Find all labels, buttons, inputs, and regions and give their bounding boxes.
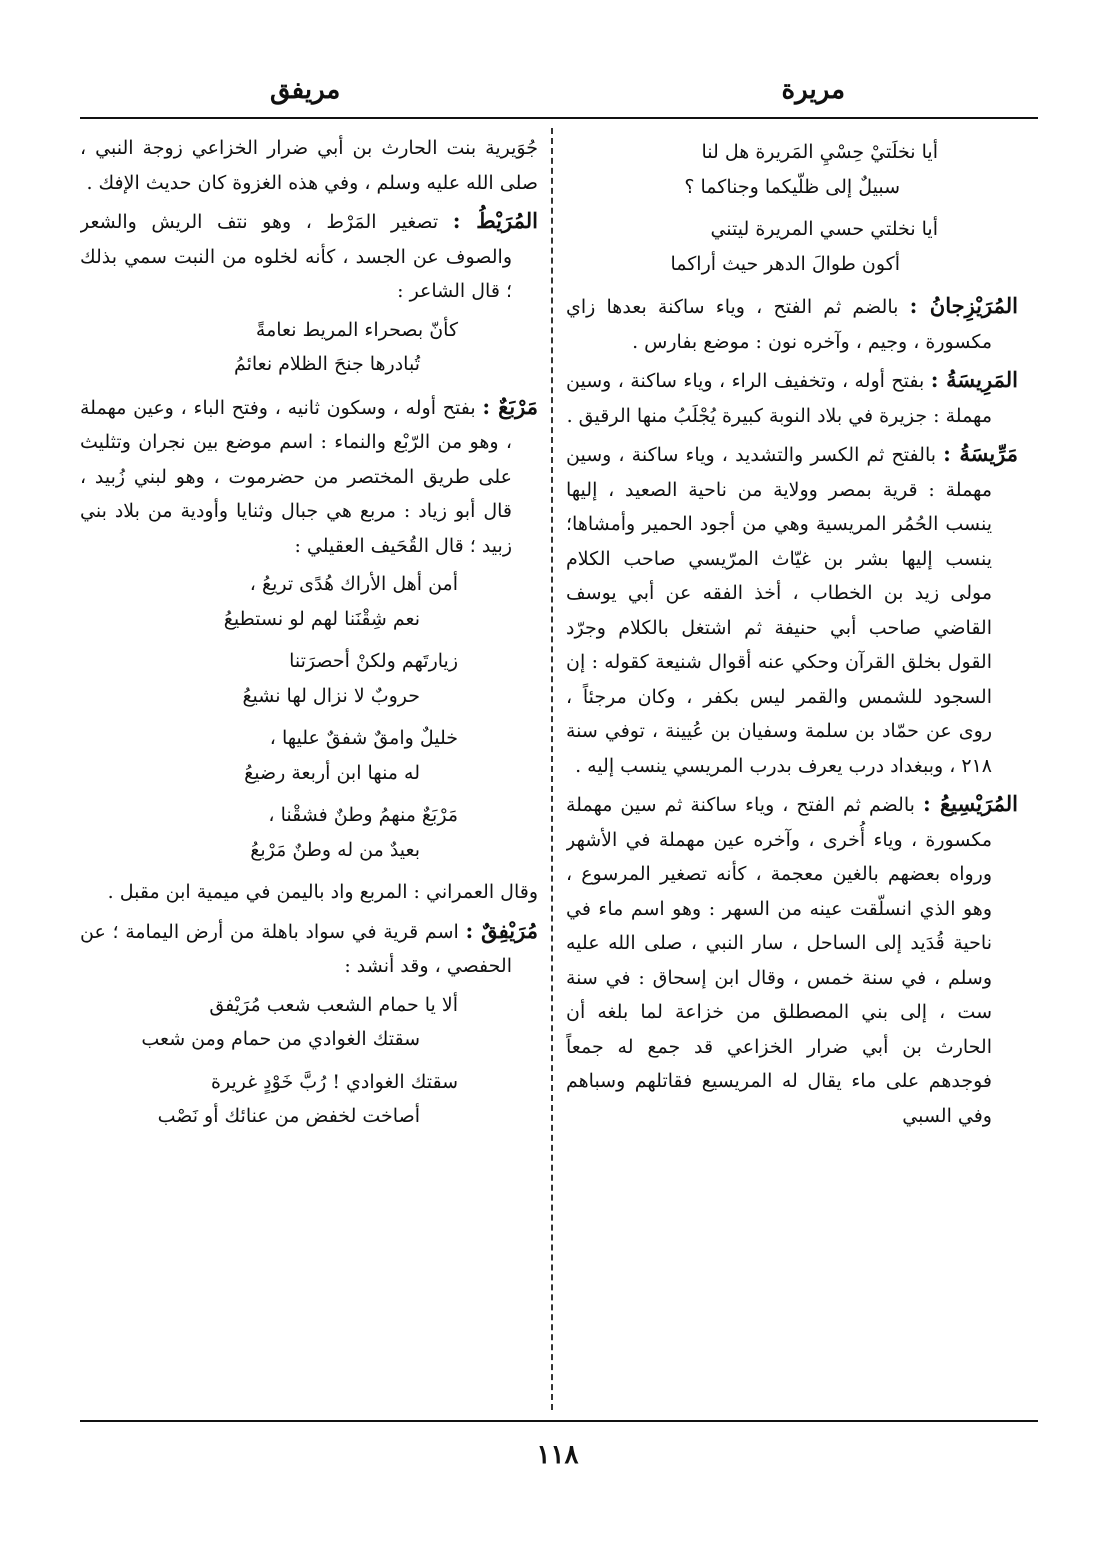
verse-line: له منها ابن أربعة رضيعُ (244, 761, 420, 784)
verse-line: أيا نخلَتيْ حِسْيِ المَريرة هل لنا (701, 141, 938, 163)
verse-line: حروبٌ لا نزال لها نشيعُ (242, 684, 420, 707)
entry-body: بالفتح ثم الكسر والتشديد ، وياء ساكنة ، وسين مهملة : قرية بمصر وولاية من ناحية الصعيد ، إليها ينسب الحُمُر المريسية وهي من أجود الحمير وأمشاها؛ ينسب إليها بشر بن غيّاث المرّيسي صاحب الكلام مولى زيد بن الخطاب ، أخذ الفقه عن أبي يوسف القاضي صاحب أبي حنيفة ثم اشتغل بالكلام وجرّد القول بخلق القرآن وحكي عنه أقوال شنيعة كقوله : إن السجود للشمس والقمر ليس بكفر ، وكان مرجئاً ، روى عن حمّاد بن سلمة وسفيان بن عُيينة ، توفي سنة ٢١٨ ، وببغداد درب يعرف بدرب المريسي ينسب إليه . (566, 444, 992, 777)
entry-body: تصغير المَرْط ، وهو نتف الريش والشعر والصوف عن الجسد ، كأنه لخلوه من النبت سمي بذلك ؛ قال الشاعر : (80, 211, 512, 302)
verse-block (80, 798, 538, 867)
entry-headword: مَرْبَعٌ : (482, 393, 538, 419)
verse-line: أيا نخلتي حسي المريرة ليتني (710, 218, 938, 240)
verse-line: مَرْبَعٌ منهمُ وطنٌ فشقْنا ، (268, 804, 458, 826)
verse-line: نعم شِقْنَنا لهم لو نستطيعُ (223, 607, 420, 630)
dictionary-entry (566, 787, 1018, 1133)
verse-line: أكون طوالَ الدهر حيث أراكما (670, 252, 900, 275)
dictionary-entry (566, 363, 1018, 433)
verse-block (566, 135, 1018, 204)
entry-continuation: جُوَيرية بنت الحارث بن أبي ضرار الخزاعي زوجة النبي ، صلى الله عليه وسلم ، وفي هذه الغزوة كان حديث الإفك . (80, 137, 538, 194)
entry-body: بفتح أوله ، وسكون ثانيه ، وفتح الباء ، وعين مهملة ، وهو من الرّبْع والنماء : اسم موضع بين نجران وتثليث على طريق المختصر من حضرموت ، وهو لبني زُبيد ، قال أبو زياد : مربع هي جبال وثنايا وأودية من بلاد بني زبيد ؛ قال القُحَيف العقيلي : (80, 396, 512, 557)
entry-body: بالضم ثم الفتح ، وياء ساكنة بعدها زاي مكسورة ، وجيم ، وآخره نون : موضع بفارس . (566, 296, 992, 353)
verse-line: بعيدٌ من له وطنٌ مَرْبعُ (250, 838, 420, 861)
entry-headword: مَرِّيسَةُ : (943, 441, 1018, 466)
verse-block (80, 721, 538, 790)
entry-body: بفتح أوله ، وتخفيف الراء ، وياء ساكنة ، وسين مهملة : جزيرة في بلاد النوبة كبيرة يُجْلَبُ منها الرقيق . (566, 370, 992, 427)
footer-rule (80, 1420, 1038, 1422)
entry-text: وقال العمراني : المربع واد باليمن في ميمية ابن مقبل . (107, 881, 538, 903)
verse-line: تُبادرها جنحَ الظلام نعائمُ (233, 353, 420, 375)
dictionary-entry (566, 289, 1018, 359)
right-column (566, 131, 1018, 1411)
verse-line: زيارتَهم ولكنْ أحصرَتنا (289, 650, 458, 672)
dictionary-entry (566, 437, 1018, 783)
verse-block (80, 644, 538, 713)
entry-headword: مُرَيْفِقٌ : (465, 917, 538, 943)
verse-line: سقتك الغوادي من حمام ومن شعب (141, 1028, 420, 1050)
verse-line: خليلٌ وامقٌ شفقٌ عليها ، (269, 727, 458, 749)
page-number: ١١٨ (536, 1440, 579, 1470)
running-head-left: مريفق (270, 75, 341, 105)
verse-block (80, 567, 538, 636)
verse-line: ألا يا حمام الشعب شعب مُرَيْفق (209, 993, 458, 1016)
entry-body: اسم قرية في سواد باهلة من أرض اليمامة ؛ عن الحفصي ، وقد أنشد : (80, 920, 512, 977)
dictionary-entry (80, 204, 538, 309)
verse-block (80, 988, 538, 1057)
dictionary-entry (80, 390, 538, 564)
left-column (80, 131, 538, 1411)
verse-line: أصاخت لخفض من عنائك أو نَصْب (157, 1105, 420, 1127)
header-rule (80, 117, 1038, 119)
verse-line: سقتك الغوادي ! رُبَّ خَوْدٍ غريرة (211, 1070, 458, 1093)
entry-headword: المَرِيسَةُ : (930, 367, 1018, 392)
entry-headword: المُرَيْسِيعُ : (922, 791, 1018, 816)
entry-headword: المُرَيْطُ : (452, 208, 538, 233)
verse-line: كأنّ بصحراء المريط نعامةً (255, 318, 458, 341)
verse-line: سبيلٌ إلى ظلّيكما وجناكما ؟ (684, 175, 900, 198)
dictionary-entry (80, 914, 538, 984)
entry-body: بالضم ثم الفتح ، وياء ساكنة ثم سين مهملة مكسورة ، وياء أُخرى ، وآخره عين مهملة في الأشهر ورواه بعضهم بالغين معجمة ، كأنه تصغير المرسوع ، وهو الذي انسلّقت عينه من السهر : وهو اسم ماء في ناحية قُدَيد إلى الساحل ، سار النبي ، صلى الله عليه وسلم ، في سنة خمس ، وقال ابن إسحاق : في سنة ست ، إلى بني المصطلق من خزاعة لما بلغه أن الحارث بن أبي ضرار الخزاعي قد جمع له جمعاً فوجدهم على ماء يقال له المريسيع فقاتلهم وسباهم وفي السبي (566, 794, 992, 1127)
verse-line: أمن أهل الأراك هُدًى تريعُ ، (249, 573, 458, 595)
entry-headword: المُرَيْزِجانُ : (909, 293, 1018, 318)
column-divider (551, 128, 553, 1410)
running-head-right: مريرة (781, 75, 845, 105)
verse-block (566, 212, 1018, 281)
verse-block (80, 313, 538, 382)
verse-block (80, 1065, 538, 1134)
